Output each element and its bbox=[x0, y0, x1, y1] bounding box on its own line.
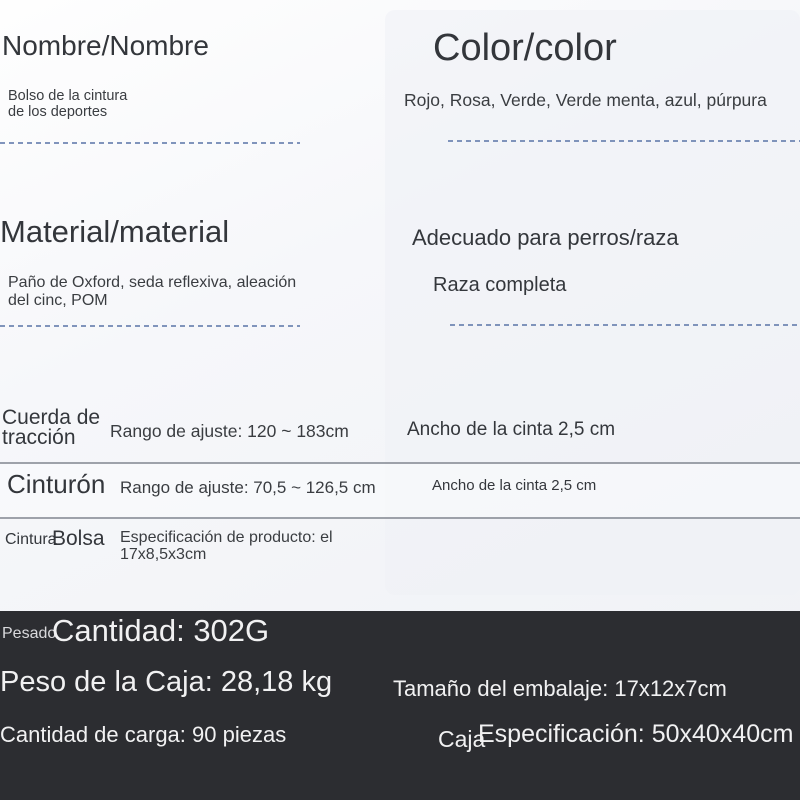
package-size: Tamaño del embalaje: 17x12x7cm bbox=[393, 676, 727, 701]
weight-label-small: Pesado bbox=[2, 625, 57, 642]
material-section-title: Material/material bbox=[0, 214, 230, 249]
spec-row-band-width: Ancho de la cinta 2,5 cm bbox=[407, 419, 616, 440]
box-spec: Especificación: 50x40x40cm bbox=[478, 720, 794, 748]
dashed-divider bbox=[0, 142, 300, 144]
row-divider bbox=[0, 517, 800, 519]
spec-row-label-big: Bolsa bbox=[52, 527, 105, 550]
dashed-divider bbox=[0, 325, 300, 327]
breed-section-title: Adecuado para perros/raza bbox=[412, 225, 679, 250]
spec-row-band-width: Ancho de la cinta 2,5 cm bbox=[432, 477, 597, 494]
spec-row-label: Cuerda de tracción bbox=[2, 406, 101, 449]
box-label-small: Caja bbox=[438, 726, 486, 752]
box-weight: Peso de la Caja: 28,18 kg bbox=[0, 666, 333, 698]
spec-row-label-small: Cintura bbox=[5, 531, 57, 548]
load-quantity: Cantidad de carga: 90 piezas bbox=[0, 722, 287, 747]
spec-row-range: Rango de ajuste: 120 ~ 183cm bbox=[110, 421, 349, 441]
color-value: Rojo, Rosa, Verde, Verde menta, azul, púrpura bbox=[404, 90, 767, 110]
material-value: Paño de Oxford, seda reflexiva, aleación del cinc, POM bbox=[8, 274, 297, 309]
name-section-title: Nombre/Nombre bbox=[2, 30, 209, 61]
color-section-title: Color/color bbox=[433, 27, 617, 69]
dashed-divider bbox=[448, 140, 800, 142]
name-value: Bolso de la cintura de los deportes bbox=[8, 88, 128, 120]
packing-info-band bbox=[0, 611, 800, 800]
spec-row-label: Cinturón bbox=[7, 469, 106, 499]
breed-value: Raza completa bbox=[433, 274, 567, 296]
row-divider bbox=[0, 462, 800, 464]
spec-row-range: Rango de ajuste: 70,5 ~ 126,5 cm bbox=[120, 478, 376, 497]
spec-row-range: Especificación de producto: el 17x8,5x3cm bbox=[120, 529, 333, 564]
weight-value: Cantidad: 302G bbox=[52, 613, 270, 648]
dashed-divider bbox=[450, 324, 800, 326]
